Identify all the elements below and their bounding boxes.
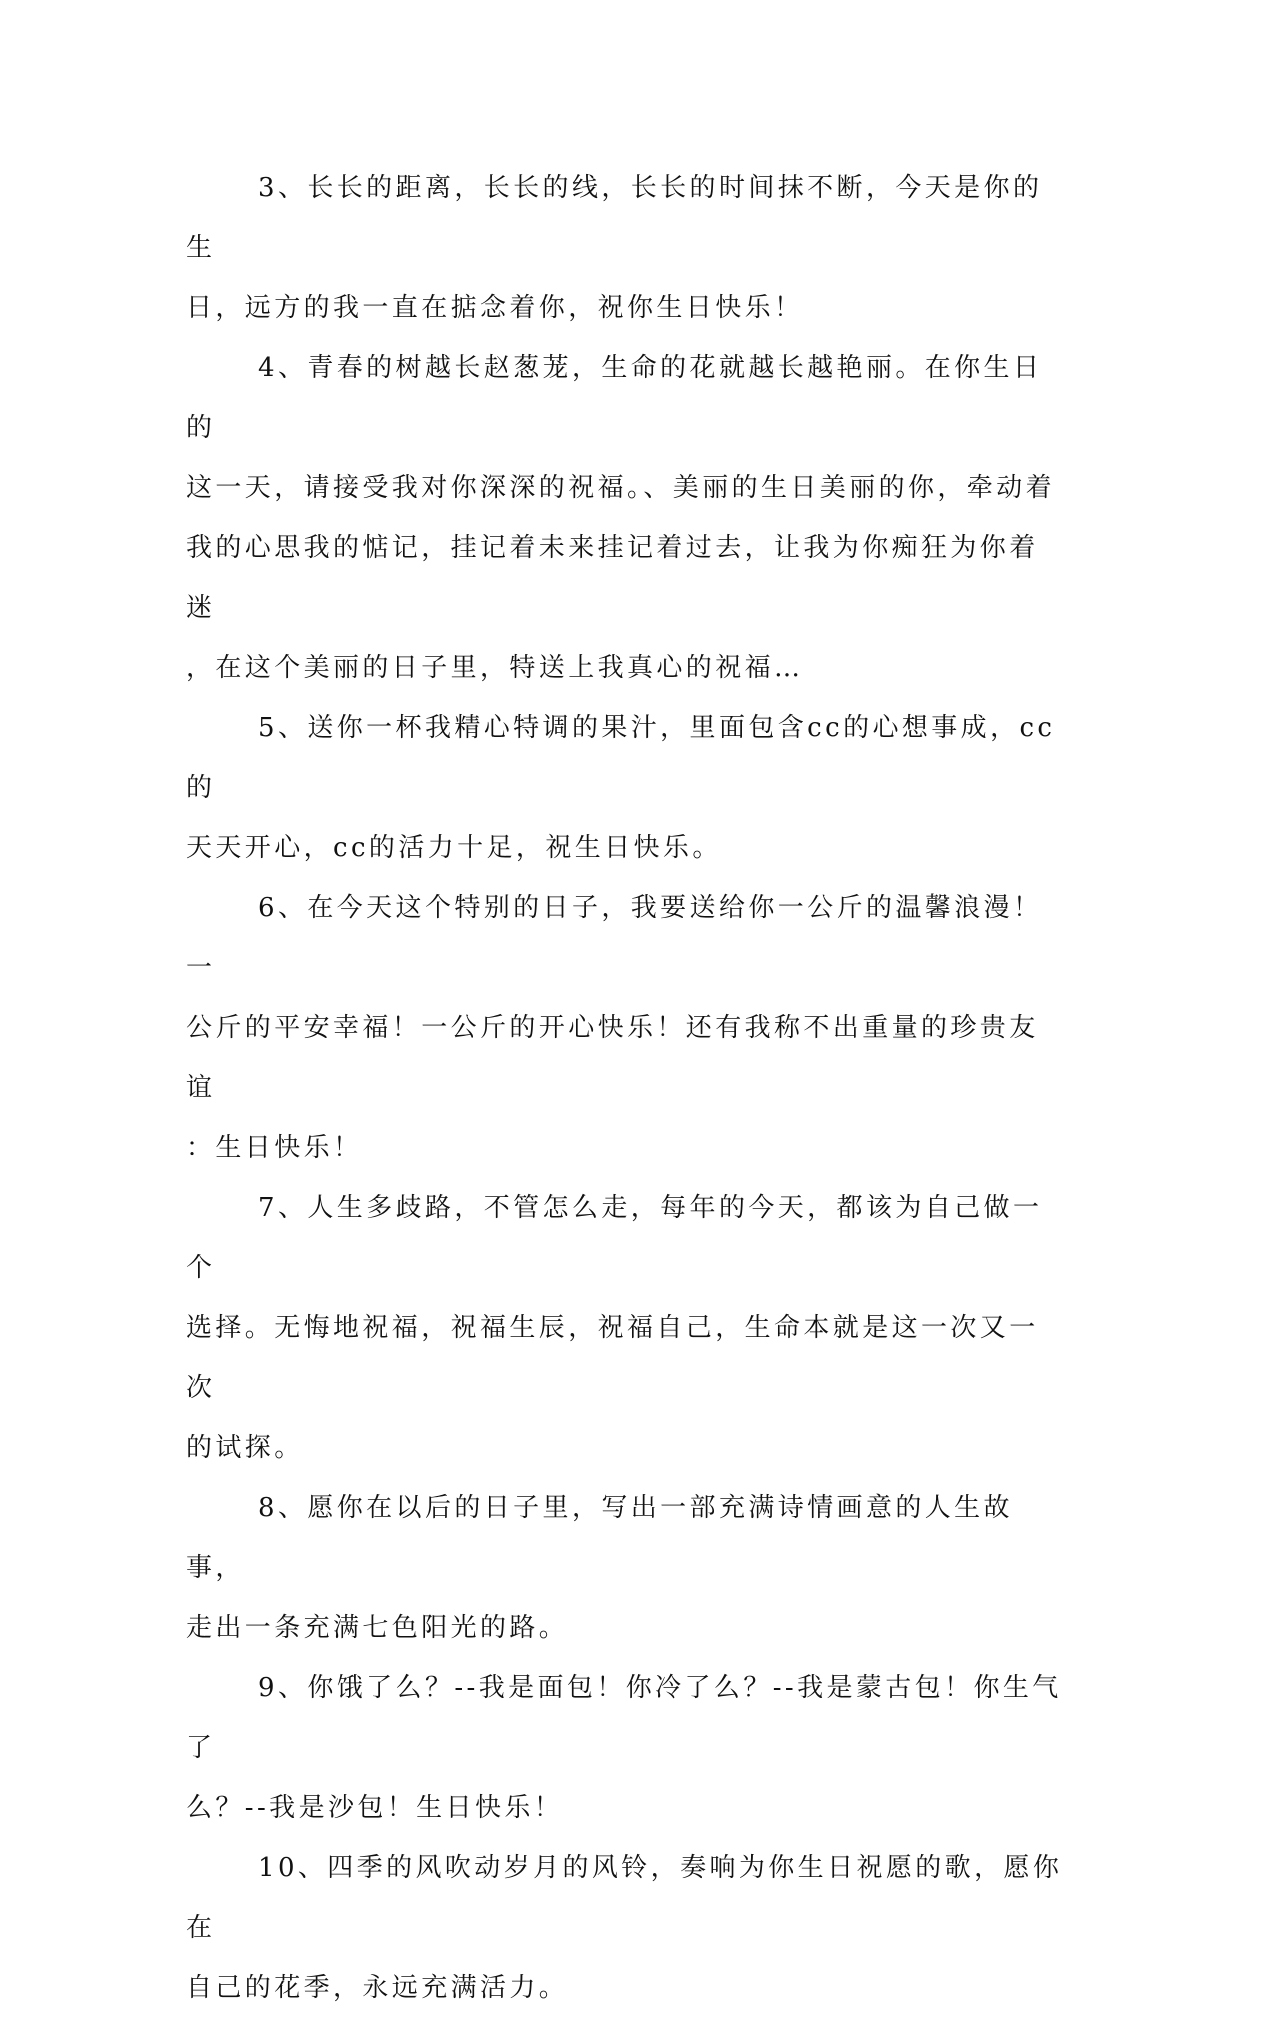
paragraph-10 xyxy=(186,1838,1066,2018)
paragraph-8 xyxy=(186,1478,1066,1658)
paragraph-9 xyxy=(186,1658,1066,1838)
paragraph-line: 9、你饿了么？--我是面包！你冷了么？--我是蒙古包！你生气了 xyxy=(186,1673,1062,1763)
paragraph-line: 5、送你一杯我精心特调的果汁，里面包含cc的心想事成，cc的 xyxy=(186,713,1056,803)
paragraph-6 xyxy=(186,878,1066,1178)
paragraph-7 xyxy=(186,1178,1066,1478)
paragraph-line: 8、愿你在以后的日子里，写出一部充满诗情画意的人生故事， xyxy=(186,1493,1013,1583)
paragraph-line: 么？--我是沙包！生日快乐！ xyxy=(186,1793,564,1823)
paragraph-line: 6、在今天这个特别的日子，我要送给你一公斤的温馨浪漫！一 xyxy=(186,893,1043,983)
paragraph-line: 选择。无悔地祝福，祝福生辰，祝福自己，生命本就是这一次又一次 xyxy=(186,1313,1039,1403)
document-body xyxy=(186,158,1066,2018)
paragraph-line: 公斤的平安幸福！一公斤的开心快乐！还有我称不出重量的珍贵友谊 xyxy=(186,1013,1039,1103)
paragraph-line: 3、长长的距离，长长的线，长长的时间抹不断，今天是你的生 xyxy=(186,173,1043,263)
paragraph-3 xyxy=(186,158,1066,338)
paragraph-line: ，在这个美丽的日子里，特送上我真心的祝福… xyxy=(186,653,804,683)
paragraph-line: ：生日快乐！ xyxy=(186,1133,363,1163)
paragraph-4 xyxy=(186,338,1066,698)
paragraph-line: 我的心思我的惦记，挂记着未来挂记着过去，让我为你痴狂为你着迷 xyxy=(186,533,1039,623)
paragraph-line: 7、人生多歧路，不管怎么走，每年的今天，都该为自己做一个 xyxy=(186,1193,1043,1283)
paragraph-line: 自己的花季，永远充满活力。 xyxy=(186,1973,569,2003)
paragraph-line: 10、四季的风吹动岁月的风铃，奏响为你生日祝愿的歌，愿你在 xyxy=(186,1853,1063,1943)
paragraph-5 xyxy=(186,698,1066,878)
paragraph-line: 这一天，请接受我对你深深的祝福。、美丽的生日美丽的你，牵动着 xyxy=(186,473,1056,503)
paragraph-line: 天天开心，cc的活力十足，祝生日快乐。 xyxy=(186,833,722,863)
paragraph-line: 的试探。 xyxy=(186,1433,304,1463)
paragraph-line: 4、青春的树越长赵葱茏，生命的花就越长越艳丽。在你生日的 xyxy=(186,353,1043,443)
paragraph-line: 日，远方的我一直在掂念着你，祝你生日快乐！ xyxy=(186,293,804,323)
paragraph-line: 走出一条充满七色阳光的路。 xyxy=(186,1613,569,1643)
